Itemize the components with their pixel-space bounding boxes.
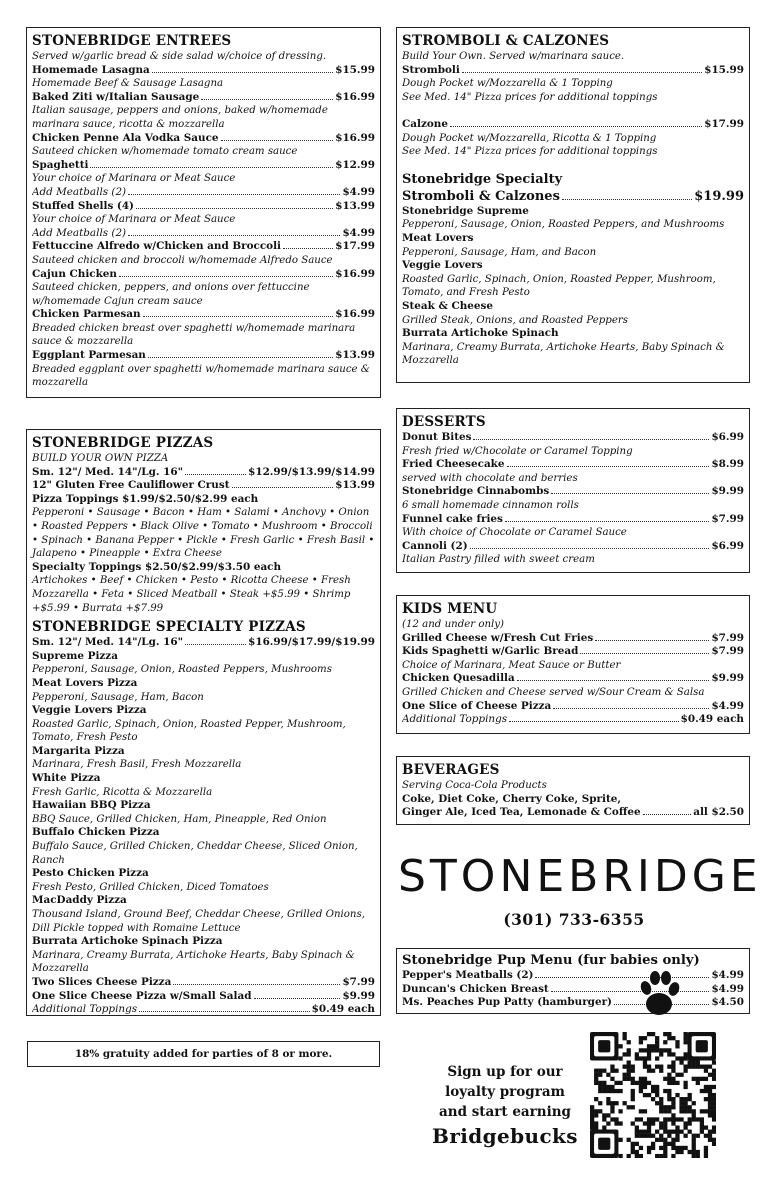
menu-item-line (32, 990, 375, 1004)
menu-item-line (32, 91, 375, 105)
menu-item-desc: Italian Pastry filled with sweet cream (402, 554, 595, 566)
menu-item-desc: Your choice of Marinara or Meat Sauce (32, 173, 236, 185)
specialty-stromboli-title1: Stonebridge Specialty (402, 171, 563, 187)
menu-item-desc: Grilled Steak, Onions, and Roasted Peppers (402, 314, 628, 326)
menu-item-desc: Pepperoni, Sausage, Onion, Roasted Peppers, Mushrooms (32, 664, 332, 676)
menu-item-desc: Sauteed chicken and broccoli w/homemade Alfredo Sauce (32, 254, 333, 266)
menu-item-price: $16.99 (335, 267, 375, 280)
menu-item-price: $4.99 (342, 185, 375, 198)
menu-item-name: One Slice of Cheese Pizza (402, 699, 552, 712)
menu-item-price: $13.99 (335, 199, 375, 212)
menu-item-desc: Your choice of Marinara or Meat Sauce (32, 214, 236, 226)
menu-item-desc: Buffalo Sauce, Grilled Chicken, Cheddar Cheese, Sliced Onion, Ranch (32, 841, 358, 866)
stromboli-section (396, 27, 750, 383)
pizzas-subtitle: BUILD YOUR OWN PIZZA (32, 453, 169, 464)
menu-item-name: Additional Toppings (402, 713, 508, 726)
menu-item-name: Homemade Lasagna (32, 63, 150, 76)
kids-title: KIDS MENU (402, 601, 498, 617)
toppings-list: Pepperoni • Sausage • Bacon • Ham • Salami • Anchovy • Onion • Roasted Peppers • Black Olive • Tomato • Mushroom • Broccoli • Spinach • Banana Pepper • Pickle • Fresh Garlic • Fresh Basil • Jalapeno • Pineapple • Extra Cheese (32, 507, 375, 560)
stromboli-desc2: See Med. 14" Pizza prices for additional toppings (402, 91, 658, 103)
menu-item-desc: Marinara, Creamy Burrata, Artichoke Hearts, Baby Spinach & Mozzarella (32, 949, 355, 975)
menu-item-line (32, 227, 375, 241)
menu-item-name: Fried Cheesecake (402, 458, 505, 471)
menu-item-desc: Breaded eggplant over spaghetti w/homemade marinara sauce & mozzarella (32, 363, 370, 389)
stromboli-title: STROMBOLI & CALZONES (402, 33, 610, 49)
specialty-stromboli-list (402, 205, 744, 368)
menu-item-line (402, 540, 744, 554)
beverages-subtitle: Serving Coca-Cola Products (402, 780, 547, 791)
pizzas-section (26, 429, 381, 1016)
loyalty-line3: and start earning (439, 1104, 571, 1120)
slices-list (32, 976, 375, 1017)
menu-item-line (402, 645, 744, 659)
beverages-section (396, 756, 750, 825)
menu-item-price: $16.99 (335, 131, 375, 144)
menu-item-name: Stonebridge Supreme (402, 204, 529, 217)
menu-item-name: Two Slices Cheese Pizza (32, 975, 172, 988)
menu-item-line (402, 632, 744, 646)
menu-item-price: $0.49 each (680, 713, 744, 726)
menu-item-price: $7.99 (342, 975, 375, 988)
specialty-stromboli-title2: Stromboli & Calzones $19.99 (402, 188, 744, 204)
menu-item-name: Add Meatballs (2) (32, 185, 127, 198)
menu-item-name: Spaghetti (32, 158, 89, 171)
menu-item-name: Supreme Pizza (32, 649, 118, 662)
phone-number: (301) 733-6355 (503, 910, 645, 929)
loyalty-line4: Bridgebucks (432, 1124, 578, 1148)
kids-section (396, 595, 750, 734)
menu-item-name: Chicken Penne Ala Vodka Sauce (32, 131, 219, 144)
menu-item-line (402, 513, 744, 527)
desserts-list (402, 431, 744, 567)
stromboli-subtitle: Build Your Own. Served w/marinara sauce. (402, 51, 625, 62)
menu-item-name: Meat Lovers Pizza (32, 676, 138, 689)
menu-item-name: Baked Ziti w/Italian Sausage (32, 90, 200, 103)
menu-item-desc: Sauteed chicken w/homemade tomato cream sauce (32, 146, 298, 158)
menu-item-name: Meat Lovers (402, 231, 474, 244)
entrees-list (32, 64, 375, 390)
menu-item-line (32, 349, 375, 363)
beverages-line1: Coke, Diet Coke, Cherry Coke, Sprite, (402, 792, 621, 805)
menu-item-price: $15.99 (335, 63, 375, 76)
menu-item-name: Donut Bites (402, 431, 472, 443)
menu-item-price: $13.99 (335, 349, 375, 362)
menu-item-name: Kids Spaghetti w/Garlic Bread (402, 645, 579, 658)
menu-item-line (32, 64, 375, 78)
menu-item-desc: Fresh fried w/Chocolate or Caramel Topping (402, 445, 633, 457)
menu-item-desc: Marinara, Fresh Basil, Fresh Mozzarella (32, 759, 242, 771)
menu-item-name: Burrata Artichoke Spinach (402, 327, 559, 340)
stromboli-desc1: Dough Pocket w/Mozzarella & 1 Topping (402, 78, 613, 90)
menu-item-line (32, 186, 375, 200)
menu-item-name: Veggie Lovers (402, 259, 483, 272)
menu-item-line (402, 672, 744, 686)
entrees-title: STONEBRIDGE ENTREES (32, 33, 232, 49)
menu-item-name: Stuffed Shells (4) (32, 199, 134, 212)
pup-item-chicken: Duncan's Chicken Breast $4.99 (402, 982, 744, 995)
menu-item-name: Chicken Quesadilla (402, 672, 515, 685)
menu-item-name: Burrata Artichoke Spinach Pizza (32, 935, 223, 948)
menu-item-name: Additional Toppings (32, 1003, 138, 1016)
menu-item-name: Veggie Lovers Pizza (32, 704, 147, 717)
menu-item-price: $6.99 (711, 431, 744, 443)
menu-item-line (32, 132, 375, 146)
menu-item-name: One Slice Cheese Pizza w/Small Salad (32, 989, 252, 1002)
menu-item-price: $7.99 (711, 512, 744, 525)
menu-item-name: Stonebridge Cinnabombs (402, 485, 550, 498)
specialty-sizes-line: Sm. 12"/ Med. 14"/Lg. 16" $16.99/$17.99/$19.99 (32, 636, 375, 649)
menu-item-desc: Pepperoni, Sausage, Onion, Roasted Peppers, and Mushrooms (402, 219, 725, 231)
paw-print-icon (637, 968, 681, 1018)
menu-item-line (32, 268, 375, 282)
qr-code-icon[interactable] (590, 1032, 716, 1158)
menu-item-desc: served with chocolate and berries (402, 472, 578, 484)
calzone-line: Calzone $17.99 (402, 117, 744, 130)
pup-item-patty: Ms. Peaches Pup Patty (hamburger) $4.50 (402, 996, 744, 1009)
toppings-title: Pizza Toppings $1.99/$2.50/$2.99 each (32, 492, 259, 505)
menu-item-name: White Pizza (32, 772, 101, 785)
menu-item-line (32, 1003, 375, 1017)
loyalty-line1: Sign up for our (447, 1064, 563, 1080)
menu-item-desc: Roasted Garlic, Spinach, Onion, Roasted Pepper, Mushroom, Tomato, Fresh Pesto (32, 718, 346, 744)
gratuity-notice: 18% gratuity added for parties of 8 or more. (27, 1041, 380, 1067)
loyalty-line2: loyalty program (445, 1084, 565, 1100)
kids-list (402, 632, 744, 727)
menu-item-price: $9.99 (342, 989, 375, 1002)
menu-item-desc: Pepperoni, Sausage, Ham, Bacon (32, 691, 204, 703)
menu-item-line (32, 308, 375, 322)
pup-menu-section (396, 948, 750, 1014)
menu-item-name: Add Meatballs (2) (32, 226, 127, 239)
loyalty-promo (420, 1062, 590, 1150)
menu-item-desc: Marinara, Creamy Burrata, Artichoke Hearts, Baby Spinach & Mozzarella (402, 341, 725, 367)
menu-item-name: Chicken Parmesan (32, 308, 141, 321)
menu-item-desc: Fresh Garlic, Ricotta & Mozzarella (32, 786, 213, 798)
pizza-sizes-line: Sm. 12"/ Med. 14"/Lg. 16" $12.99/$13.99/$14.99 (32, 465, 375, 478)
menu-item-line (402, 485, 744, 499)
menu-item-price: $7.99 (711, 645, 744, 658)
calzone-desc2: See Med. 14" Pizza prices for additional toppings (402, 146, 658, 158)
menu-item-line (402, 431, 744, 445)
menu-item-line (32, 976, 375, 990)
menu-item-name: MacDaddy Pizza (32, 894, 127, 907)
menu-item-name: Fettuccine Alfredo w/Chicken and Broccoli (32, 240, 281, 253)
pup-title: Stonebridge Pup Menu (fur babies only) (402, 953, 700, 968)
menu-item-name: Steak & Cheese (402, 299, 493, 312)
menu-item-name: Margarita Pizza (32, 744, 125, 757)
menu-item-line (402, 700, 744, 714)
menu-item-name: Grilled Cheese w/Fresh Cut Fries (402, 631, 594, 644)
menu-item-price: $9.99 (711, 485, 744, 498)
menu-item-desc: 6 small homemade cinnamon rolls (402, 499, 579, 511)
menu-item-desc: Choice of Marinara, Meat Sauce or Butter (402, 659, 621, 671)
menu-item-name: Cajun Chicken (32, 267, 117, 280)
beverages-title: BEVERAGES (402, 762, 500, 778)
specialty-pizzas-title: STONEBRIDGE SPECIALTY PIZZAS (32, 619, 306, 636)
stromboli-line: Stromboli $15.99 (402, 63, 744, 76)
menu-item-line (32, 159, 375, 173)
menu-item-name: Cannoli (2) (402, 539, 468, 552)
menu-item-price: $9.99 (711, 672, 744, 685)
menu-item-line (32, 200, 375, 214)
menu-item-name: Funnel cake fries (402, 512, 503, 525)
menu-item-price: $4.99 (342, 226, 375, 239)
entrees-section (26, 27, 381, 398)
entrees-subtitle: Served w/garlic bread & side salad w/choice of dressing. (32, 51, 327, 62)
pup-item-meatballs: Pepper's Meatballs (2) $4.99 (402, 969, 744, 981)
calzone-desc1: Dough Pocket w/Mozzarella, Ricotta & 1 Topping (402, 132, 657, 144)
menu-item-line (402, 458, 744, 472)
menu-item-name: Hawaiian BBQ Pizza (32, 799, 151, 812)
menu-item-name: Eggplant Parmesan (32, 349, 146, 362)
menu-item-price: $12.99 (335, 158, 375, 171)
menu-item-price: $6.99 (711, 539, 744, 552)
specialty-pizza-list (32, 650, 375, 976)
menu-item-name: Buffalo Chicken Pizza (32, 826, 160, 839)
menu-item-price: $16.99 (335, 308, 375, 321)
kids-subtitle: (12 and under only) (402, 619, 505, 630)
menu-item-desc: Italian sausage, peppers and onions, baked w/homemade marinara sauce, ricotta & mozzarella (32, 105, 328, 130)
logo-wordmark: STONEBRIDGE (398, 851, 762, 902)
menu-item-price: $16.99 (335, 90, 375, 103)
brand-logo (398, 842, 762, 929)
menu-item-price: $7.99 (711, 631, 744, 644)
menu-item-desc: Fresh Pesto, Grilled Chicken, Diced Tomatoes (32, 881, 269, 893)
gluten-free-line: 12" Gluten Free Cauliflower Crust $13.99 (32, 479, 375, 492)
menu-item-desc: Roasted Garlic, Spinach, Onion, Roasted Pepper, Mushroom, Tomato, and Fresh Pesto (402, 273, 716, 299)
desserts-title: DESSERTS (402, 414, 486, 430)
menu-item-price: $0.49 each (311, 1003, 375, 1016)
menu-item-desc: Grilled Chicken and Cheese served w/Sour Cream & Salsa (402, 686, 705, 698)
menu-item-desc: BBQ Sauce, Grilled Chicken, Ham, Pineapple, Red Onion (32, 813, 327, 825)
desserts-section (396, 408, 750, 573)
specialty-toppings-list: Artichokes • Beef • Chicken • Pesto • Ricotta Cheese • Fresh Mozzarella • Feta • Sliced Meatball • Steak +$5.99 • Shrimp +$5.99 • Burrata +$7.99 (32, 575, 351, 614)
menu-item-desc: Sauteed chicken, peppers, and onions over fettuccine w/homemade Cajun cream sauce (32, 282, 310, 307)
menu-item-price: $17.99 (335, 240, 375, 253)
menu-item-line (402, 713, 744, 727)
menu-item-name: Pesto Chicken Pizza (32, 867, 149, 880)
menu-item-desc: Pepperoni, Sausage, Ham, and Bacon (402, 246, 597, 258)
menu-item-desc: Homemade Beef & Sausage Lasagna (32, 78, 224, 90)
pizzas-title: STONEBRIDGE PIZZAS (32, 435, 214, 451)
menu-item-desc: Thousand Island, Ground Beef, Cheddar Cheese, Grilled Onions, Dill Pickle topped with Romaine Lettuce (32, 909, 365, 934)
menu-item-desc: Breaded chicken breast over spaghetti w/homemade marinara sauce & mozzarella (32, 322, 356, 348)
specialty-toppings-title: Specialty Toppings $2.50/$2.99/$3.50 each (32, 560, 282, 573)
menu-item-price: $4.99 (711, 699, 744, 712)
menu-item-line (32, 240, 375, 254)
beverages-line2: Ginger Ale, Iced Tea, Lemonade & Coffee all $2.50 (402, 806, 744, 819)
menu-item-desc: With choice of Chocolate or Caramel Sauce (402, 527, 627, 539)
menu-item-price: $8.99 (711, 458, 744, 471)
